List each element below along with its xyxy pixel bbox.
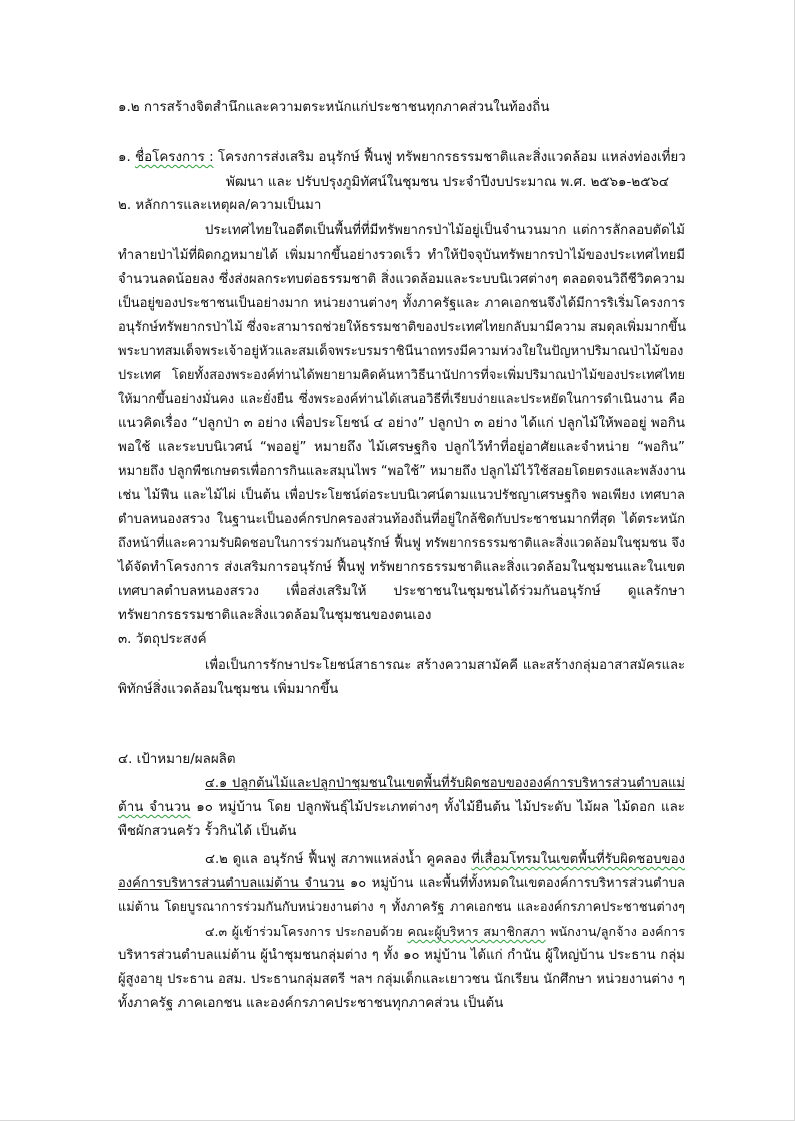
target-item-4-2-text: ๔.๒ ดูแล อนุรักษ์ ฟื้นฟู สภาพแหล่งน้ำ คูคลอง [205,852,472,867]
principle-line: ได้จัดทำโครงการ ส่งเสริมการอนุรักษ์ ฟื้นฟู ทรัพยากรธรรมชาติและสิ่งแวดล้อมในชุมชนและในเขต [118,560,685,575]
principle-line: ถึงหน้าที่และความรับผิดชอบในการร่วมกันอนุรักษ์ ฟื้นฟู ทรัพยากรธรรมชาติและสิ่งแวดล้อมในชุมชน จึง [118,536,685,551]
principle-line: หมายถึง ปลูกพืชเกษตรเพื่อการกินและสมุนไพร “พอใช้” หมายถึง ปลูกไม้ไว้ใช้สอยโดยตรงและพลังงาน [118,464,686,479]
principle-line: อนุรักษ์ทรัพยากรป่าไม้ ซึ่งจะสามารถช่วยให้ธรรมชาติของประเทศไทยกลับมามีความ สมดุลเพิ่มมากขึ้น [118,320,687,335]
target-item-4-2-underlined-2: องค์การบริหารส่วนตำบลแม่ต้าน จำนวน [118,876,345,891]
principle-line: จำนวนลดน้อยลง ซึ่งส่งผลกระทบต่อธรรมชาติ สิ่งแวดล้อมและระบบนิเวศต่างๆ ตลอดจนวิถีชีวิตความ [118,272,685,287]
principle-line: ประเทศ โดยทั้งสองพระองค์ท่านได้พยายามคิดค้นหาวิธีนานัปการที่จะเพิ่มปริมาณป่าไม้ของประเทศไทย [118,368,685,383]
target-item-4-3-line1 [205,923,685,941]
target-item-4-2-line1 [205,851,685,869]
target-item-4-2-rest: ๑๐ หมู่บ้าน และพื้นที่ทั้งหมดในเขตองค์การบริหารส่วนตำบล [344,876,685,891]
target-item-4-1-line2 [118,799,685,817]
target-item-4-2-line2 [118,875,685,893]
principle-line: เทศบาลตำบลหนองสรวง เพื่อส่งเสริมให้ ประชาชนในชุมชนได้ร่วมกันอนุรักษ์ ดูแลรักษา [118,584,685,599]
target-item-4-2-line3: แม่ต้าน โดยบูรณาการร่วมกันกับหน่วยงานต่าง ๆ ทั้งภาครัฐ ภาคเอกชน และองค์กรภาคประชาชนต่างๆ [118,900,685,915]
principle-heading: ๒. หลักการและเหตุผล/ความเป็นมา [118,198,322,213]
principle-line: เป็นอยู่ของประชาชนเป็นอย่างมาก หน่วยงานต่างๆ ทั้งภาครัฐและ ภาคเอกชนจึงได้มีการริเริ่มโครงการ [118,296,685,311]
principle-line: พระบาทสมเด็จพระเจ้าอยู่หัวและสมเด็จพระบรมราชินีนาถทรงมีความห่วงใยในปัญหาปริมาณป่าไม้ของ [118,344,684,359]
target-item-4-3-rest: พนักงาน/ลูกจ้าง องค์การ [545,924,685,939]
target-item-4-1-underlined: ต้าน จำนวน [118,800,191,815]
target-heading: ๔. เป้าหมาย/ผลผลิต [118,752,236,767]
project-name-part1: โครงการส่งเสริม อนุรักษ์ ฟื้นฟู ทรัพยากรธรรมชาติและสิ่งแวดล้อม แหล่งท่องเที่ยว [217,150,686,165]
target-item-4-3-underlined: คณะผู้บริหาร สมาชิกสภา [407,924,546,939]
principle-line: พอใช้ และระบบนิเวศน์ “พออยู่” หมายถึง ไม้เศรษฐกิจ ปลูกไว้ทำที่อยู่อาศัยและจำหน่าย “พอกิน” [118,440,685,455]
principle-line: ตำบลหนองสรวง ในฐานะเป็นองค์กรปกครองส่วนท้องถิ่นที่อยู่ใกล้ชิดกับประชาชนมากที่สุด ได้ตระหนัก [118,512,685,527]
principle-line: ให้มากขึ้นอย่างมั่นคง และยั่งยืน ซึ่งพระองค์ท่านได้เสนอวิธีที่เรียบง่ายและประหยัดในการดำเนินงาน คือ [118,392,685,407]
target-item-4-1-rest: ๑๐ หมู่บ้าน โดย ปลูกพันธุ์ไม้ประเภทต่างๆ ทั้งไม้ยืนต้น ไม้ประดับ ไม้ผล ไม้ดอก และ [190,800,685,815]
target-item-4-3-line3: ผู้สูงอายุ ประธาน อสม. ประธานกลุ่มสตรี ฯลฯ กลุ่มเด็กและเยาวชน นักเรียน นักศึกษา หน่วยงานต่าง ๆ [118,972,685,987]
principle-line: ทรัพยากรธรรมชาติและสิ่งแวดล้อมในชุมชนของตนเอง [118,608,432,623]
target-item-4-3-line2: บริหารส่วนตำบลแม่ต้าน ผู้นำชุมชนกลุ่มต่าง ๆ ทั้ง ๑๐ หมู่บ้าน ได้แก่ กำนัน ผู้ใหญ่บ้าน ประธาน กลุ่ม [118,948,685,963]
project-label: ชื่อโครงการ : [135,150,214,165]
principle-line: ประเทศไทยในอดีตเป็นพื้นที่ที่มีทรัพยากรป่าไม้อยู่เป็นจำนวนมาก แต่การลักลอบตัดไม้ [205,223,685,238]
project-number: ๑. [118,150,131,165]
objective-line: พิทักษ์สิ่งแวดล้อมในชุมชน เพิ่มมากขึ้น [118,682,339,697]
principle-line: ทำลายป่าไม้ที่ผิดกฎหมายได้ เพิ่มมากขึ้นอย่างรวดเร็ว ทำให้ปัจจุบันทรัพยากรป่าไม้ของประเทศไทยมี [118,248,685,263]
objective-heading: ๓. วัตถุประสงค์ [118,632,207,647]
target-item-4-2-underlined: ที่เสื่อมโทรมในเขตพื้นที่รับผิดชอบของ [471,852,685,867]
project-title-line1 [118,149,686,167]
target-item-4-3-line4: ทั้งภาครัฐ ภาคเอกชน และองค์กรภาคประชาชนทุกภาคส่วน เป็นต้น [118,996,504,1011]
principle-line: เช่น ไม้ฟืน และไม้ไผ่ เป็นต้น เพื่อประโยชน์ต่อระบบนิเวศน์ตามแนวปรัชญาเศรษฐกิจ พอเพียง เทศบาล [118,488,685,503]
target-item-4-3-text: ๔.๓ ผู้เข้าร่วมโครงการ ประกอบด้วย [205,924,408,939]
target-item-4-1-line1: ๔.๑ ปลูกต้นไม้และปลูกป่าชุมชนในเขตพื้นที่รับผิดชอบขององค์การบริหารส่วนตำบลแม่ [205,776,685,791]
project-name-part2: พัฒนา และ ปรับปรุงภูมิทัศน์ในชุมชน ประจำปีงบประมาณ พ.ศ. ๒๕๖๑-๒๕๖๔ [226,175,669,190]
objective-line: เพื่อเป็นการรักษาประโยชน์สาธารณะ สร้างความสามัคคี และสร้างกลุ่มอาสาสมัครและ [205,658,685,673]
principle-line: แนวคิดเรื่อง “ปลูกป่า ๓ อย่าง เพื่อประโยชน์ ๔ อย่าง” ปลูกป่า ๓ อย่าง ได้แก่ ปลูกไม้ให้พออยู่ พอกิน [118,416,685,431]
target-item-4-1-line3: พืชผักสวนครัว รั้วกินได้ เป็นต้น [118,824,297,839]
section-heading: ๑.๒ การสร้างจิตสำนึกและความตระหนักแก่ประชาชนทุกภาคส่วนในท้องถิ่น [118,100,550,115]
